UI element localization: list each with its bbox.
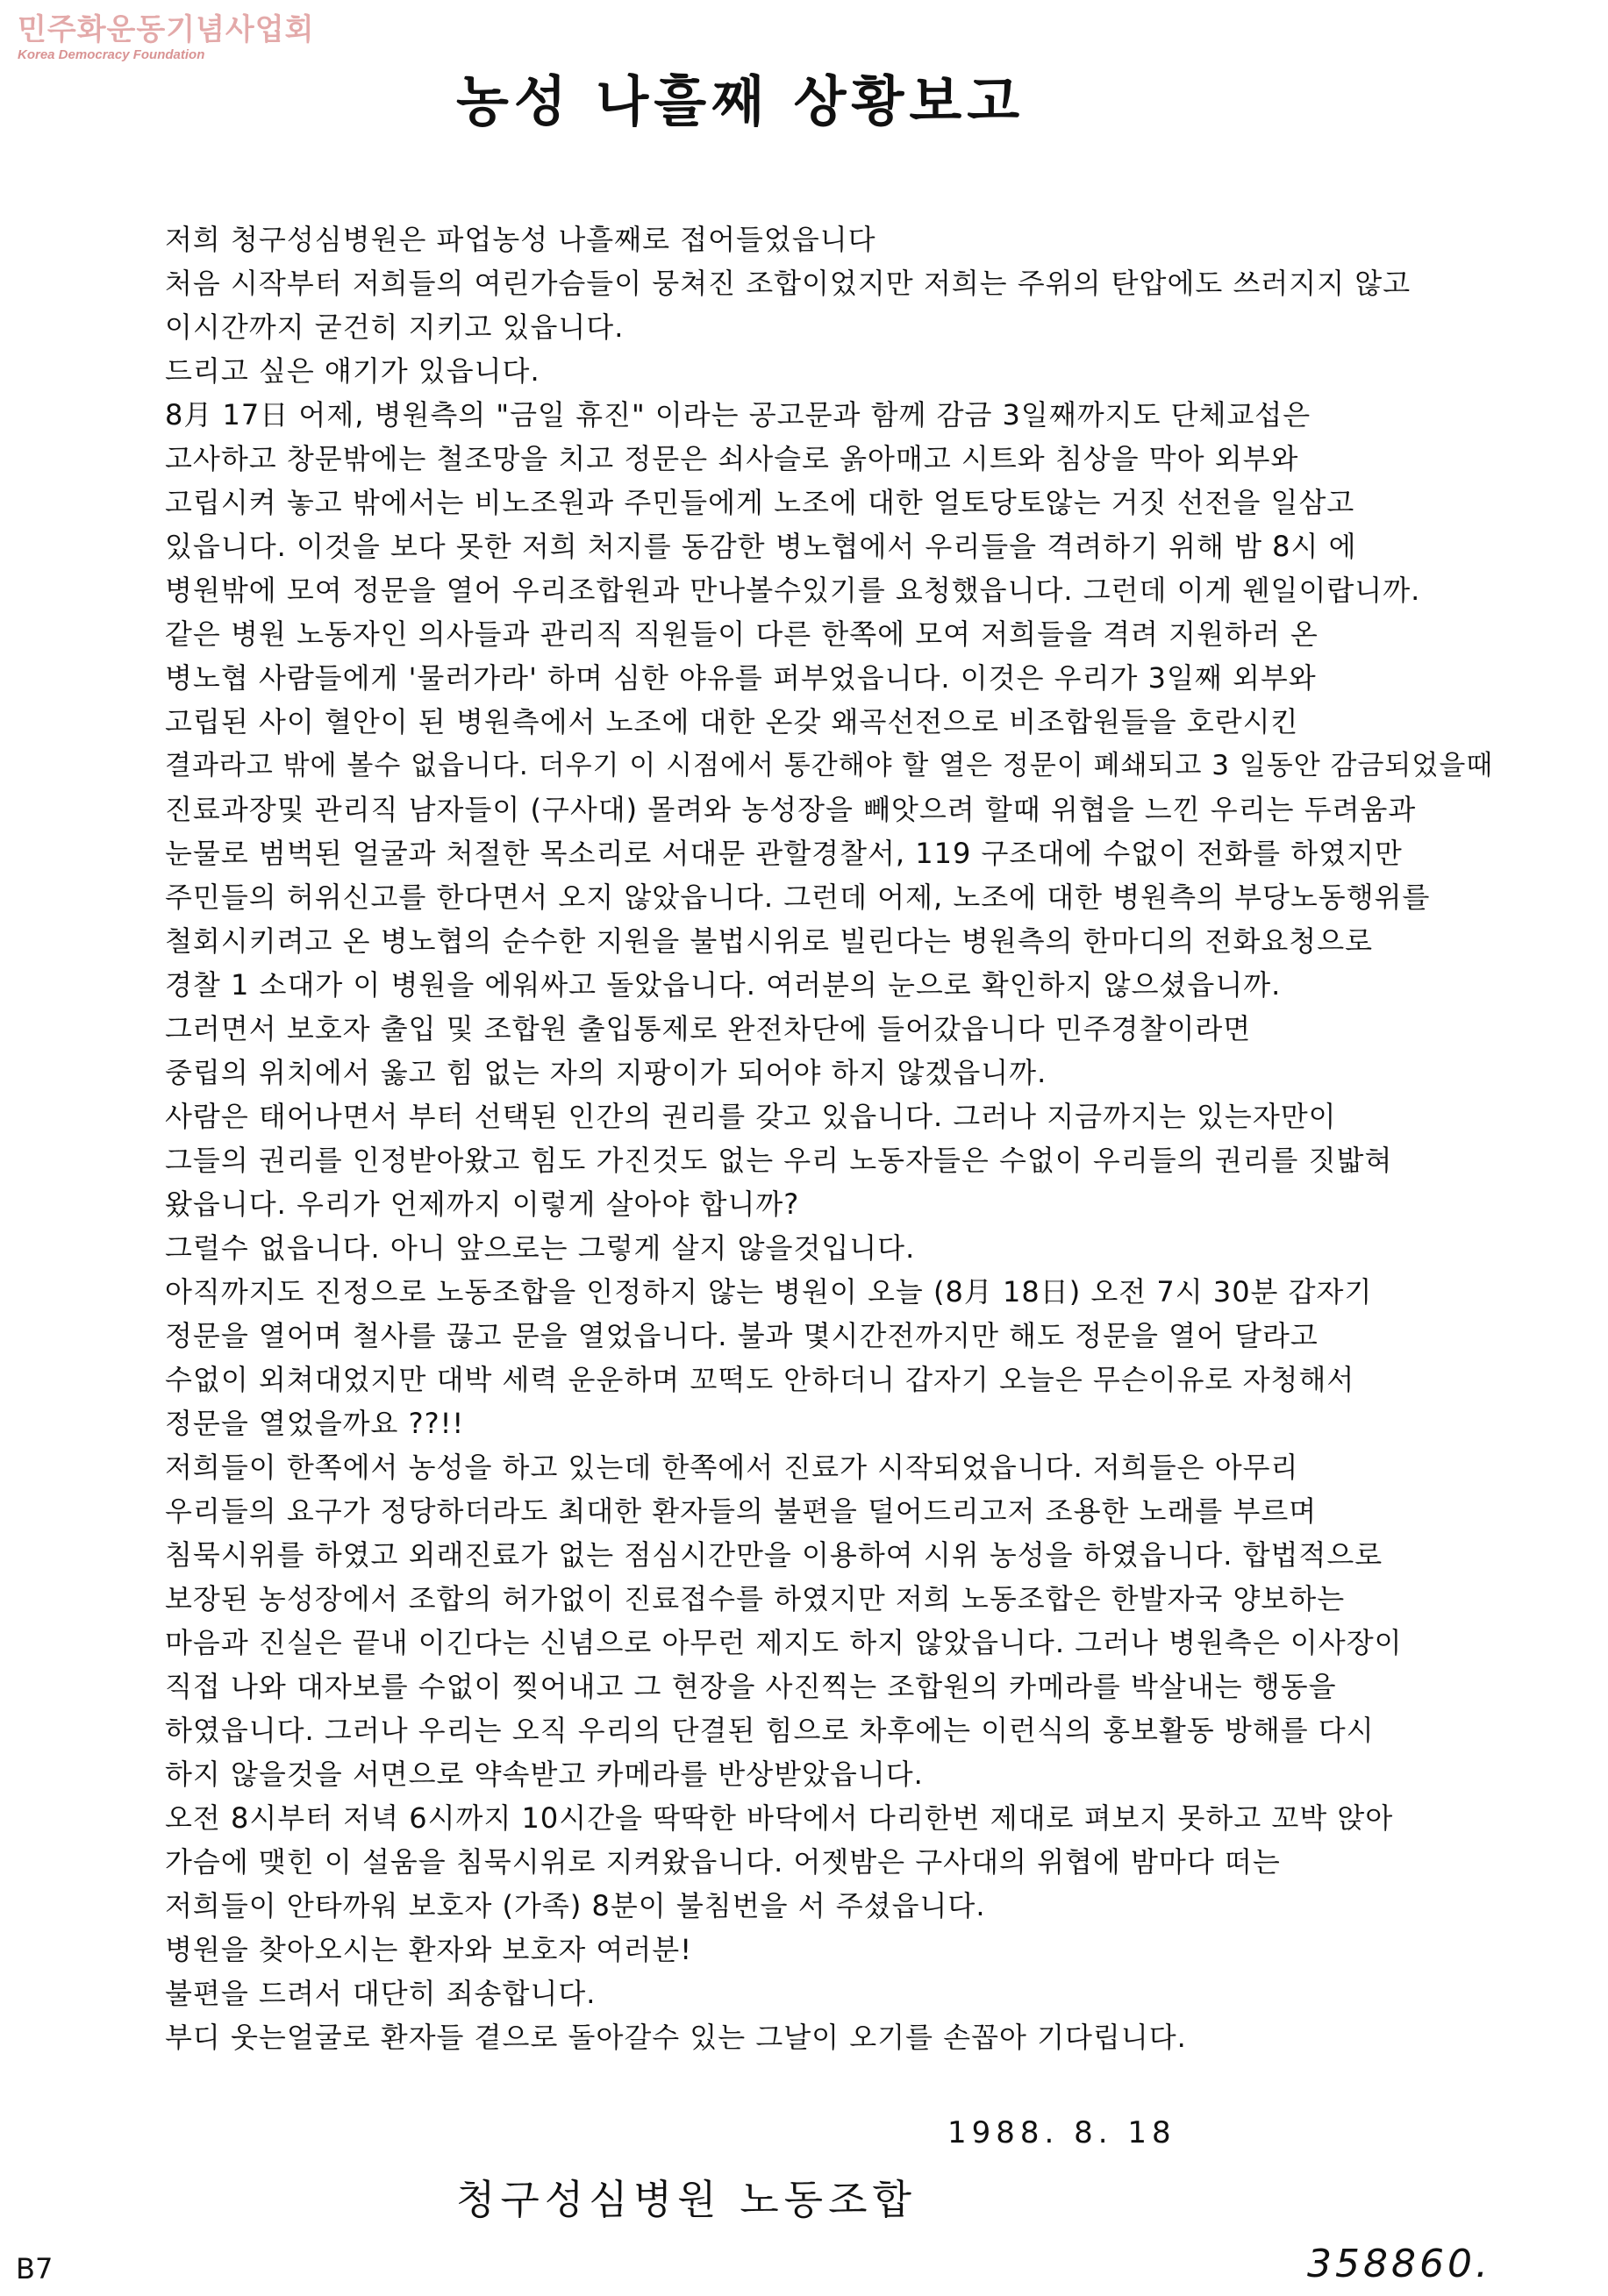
text-line: 8月 17日 어제, 병원측의 "금일 휴진" 이라는 공고문과 함께 감금 3일째까지도 단체교섭은 <box>165 398 1311 431</box>
text-line: 병원을 찾아오시는 환자와 보호자 여러분! <box>165 1933 693 1966</box>
document-body <box>165 217 1533 2059</box>
text-line: 보장된 농성장에서 조합의 허가없이 진료접수를 하였지만 저희 노동조합은 한발자국 양보하는 <box>165 1582 1346 1615</box>
text-line: 침묵시위를 하였고 외래진료가 없는 점심시간만을 이용하여 시위 농성을 하였읍니다. 합법적으로 <box>165 1538 1383 1572</box>
text-line: 병원밖에 모여 정문을 열어 우리조합원과 만나볼수있기를 요청했읍니다. 그런데 이게 웬일이랍니까. <box>165 574 1421 607</box>
watermark-logo <box>18 12 314 63</box>
document-signature: 청구성심병원 노동조합 <box>456 2176 917 2223</box>
text-line: 저희 청구성심병원은 파업농성 나흘째로 접어들었읍니다 <box>165 223 876 256</box>
watermark-korean: 민주화운동기념사업회 <box>18 12 315 47</box>
text-line: 불편을 드려서 대단히 죄송합니다. <box>165 1977 597 2010</box>
text-line: 하였읍니다. 그러나 우리는 오직 우리의 단결된 힘으로 차후에는 이런식의 홍보활동 방해를 다시 <box>165 1714 1375 1747</box>
text-line: 정문을 열어며 철사를 끊고 문을 열었읍니다. 불과 몇시간전까지만 해도 정문을 열어 달라고 <box>165 1319 1319 1352</box>
text-line: 하지 않을것을 서면으로 약속받고 카메라를 반상받았읍니다. <box>165 1758 924 1791</box>
document-number: 358860. <box>1307 2242 1491 2286</box>
page-mark: B7 <box>16 2252 54 2285</box>
text-line: 주민들의 허위신고를 한다면서 오지 않았읍니다. 그런데 어제, 노조에 대한 병원측의 부당노동행위를 <box>165 881 1431 914</box>
text-line: 중립의 위치에서 옳고 힘 없는 자의 지팡이가 되어야 하지 않겠읍니까. <box>165 1056 1047 1089</box>
text-line: 같은 병원 노동자인 의사들과 관리직 직원들이 다른 한쪽에 모여 저희들을 격려 지원하러 온 <box>165 617 1319 651</box>
text-line: 정문을 열었을까요 ??!! <box>165 1407 465 1440</box>
text-line: 그들의 권리를 인정받아왔고 힘도 가진것도 없는 우리 노동자들은 수없이 우리들의 권리를 짓밟혀 <box>165 1144 1393 1177</box>
text-line: 처음 시작부터 저희들의 여린가슴들이 뭉쳐진 조합이었지만 저희는 주위의 탄압에도 쓰러지지 않고 <box>165 267 1411 300</box>
text-line: 그럴수 없읍니다. 아니 앞으로는 그렇게 살지 않을것입니다. <box>165 1231 916 1265</box>
text-line: 그러면서 보호자 출입 및 조합원 출입통제로 완전차단에 들어갔읍니다 민주경찰이라면 <box>165 1012 1252 1045</box>
text-line: 철회시키려고 온 병노협의 순수한 지원을 불법시위로 빌린다는 병원측의 한마디의 전화요청으로 <box>165 924 1374 958</box>
text-line: 가슴에 맺힌 이 설움을 침묵시위로 지켜왔읍니다. 어젯밤은 구사대의 위협에 밤마다 떠는 <box>165 1845 1281 1879</box>
text-line: 사람은 태어나면서 부터 선택된 인간의 권리를 갖고 있읍니다. 그러나 지금까지는 있는자만이 <box>165 1100 1337 1133</box>
document-title: 농성 나흘째 상황보고 <box>456 69 1026 133</box>
text-line: 이시간까지 굳건히 지키고 있읍니다. <box>165 310 625 344</box>
text-line: 왔읍니다. 우리가 언제까지 이렇게 살아야 합니까? <box>165 1187 800 1221</box>
text-line: 결과라고 밖에 볼수 없읍니다. 더우기 이 시점에서 통간해야 할 열은 정문이 폐쇄되고 3 일동안 감금되었을때 <box>165 750 1494 781</box>
text-line: 경찰 1 소대가 이 병원을 에워싸고 돌았읍니다. 여러분의 눈으로 확인하지 않으셨읍니까. <box>165 968 1282 1002</box>
text-line: 저희들이 안타까워 보호자 (가족) 8분이 불침번을 서 주셨읍니다. <box>165 1889 986 1922</box>
text-line: 고사하고 창문밖에는 철조망을 치고 정문은 쇠사슬로 옭아매고 시트와 침상을 막아 외부와 <box>165 442 1299 475</box>
document-date: 1988. 8. 18 <box>947 2115 1176 2150</box>
text-line: 있읍니다. 이것을 보다 못한 저희 처지를 동감한 병노협에서 우리들을 격려하기 위해 밤 8시 에 <box>165 530 1357 563</box>
text-line: 진료과장및 관리직 남자들이 (구사대) 몰려와 농성장을 빼앗으려 할때 위협을 느낀 우리는 두려움과 <box>165 793 1417 826</box>
text-line: 오전 8시부터 저녁 6시까지 10시간을 딱딱한 바닥에서 다리한번 제대로 펴보지 못하고 꼬박 앉아 <box>165 1801 1394 1835</box>
watermark-english: Korea Democracy Foundation <box>18 47 205 62</box>
text-line: 병노협 사람들에게 '물러가라' 하며 심한 야유를 퍼부었읍니다. 이것은 우리가 3일째 외부와 <box>165 661 1317 695</box>
text-line: 눈물로 범벅된 얼굴과 처절한 목소리로 서대문 관할경찰서, 119 구조대에 수없이 전화를 하였지만 <box>165 837 1403 870</box>
text-line: 고립된 사이 혈안이 된 병원측에서 노조에 대한 온갖 왜곡선전으로 비조합원들을 호란시킨 <box>165 705 1299 738</box>
text-line: 고립시켜 놓고 밖에서는 비노조원과 주민들에게 노조에 대한 얼토당토않는 거짓 선전을 일삼고 <box>165 486 1355 519</box>
text-line: 부디 웃는얼굴로 환자들 곁으로 돌아갈수 있는 그날이 오기를 손꼽아 기다립니다. <box>165 2021 1187 2054</box>
text-line: 마음과 진실은 끝내 이긴다는 신념으로 아무런 제지도 하지 않았읍니다. 그러나 병원측은 이사장이 <box>165 1626 1403 1659</box>
text-line: 드리고 싶은 얘기가 있읍니다. <box>165 354 540 388</box>
text-line: 저희들이 한쪽에서 농성을 하고 있는데 한쪽에서 진료가 시작되었읍니다. 저희들은 아무리 <box>165 1451 1299 1484</box>
text-line: 직접 나와 대자보를 수없이 찢어내고 그 현장을 사진찍는 조합원의 카메라를 박살내는 행동을 <box>165 1670 1337 1703</box>
text-line: 수없이 외쳐대었지만 대박 세력 운운하며 꼬떡도 안하더니 갑자기 오늘은 무슨이유로 자청해서 <box>165 1363 1355 1396</box>
text-line: 우리들의 요구가 정당하더라도 최대한 환자들의 불편을 덜어드리고저 조용한 노래를 부르며 <box>165 1494 1318 1528</box>
text-line: 아직까지도 진정으로 노동조합을 인정하지 않는 병원이 오늘 (8月 18日) 오전 7시 30분 갑자기 <box>165 1275 1373 1308</box>
